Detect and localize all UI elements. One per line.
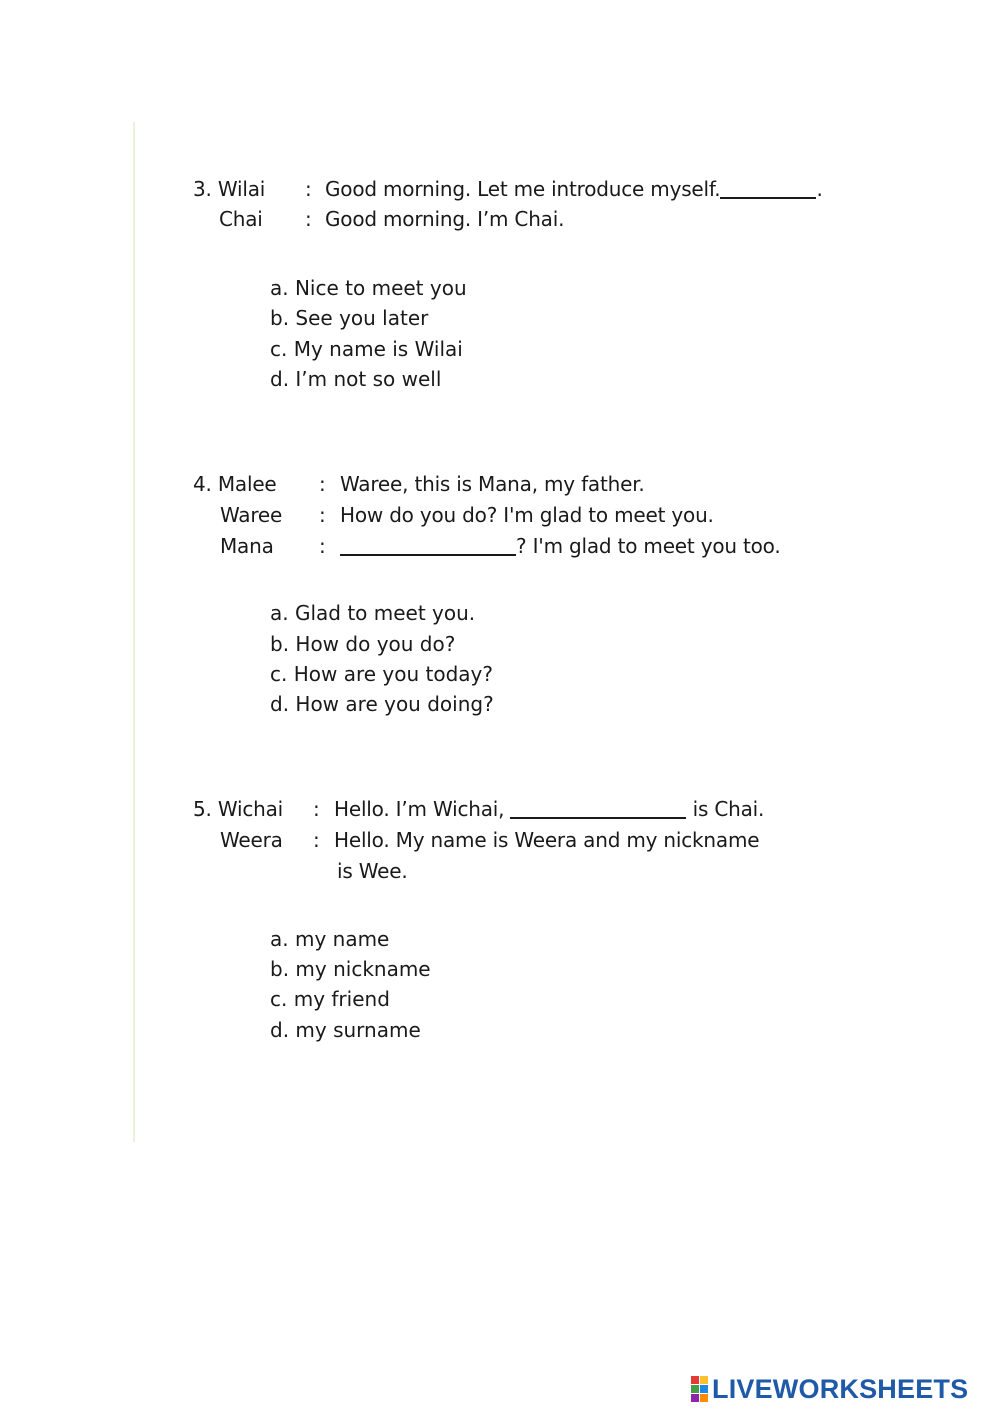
question-number: 5. bbox=[193, 797, 212, 821]
answer-blank[interactable] bbox=[340, 536, 516, 556]
dialogue-text: How do you do? I'm glad to meet you. bbox=[340, 503, 714, 527]
question-number: 3. bbox=[193, 177, 212, 201]
brand-name: LIVEWORKSHEETS bbox=[712, 1373, 969, 1404]
option-c[interactable]: c. How are you today? bbox=[270, 662, 493, 686]
dialogue-text-end: . bbox=[816, 177, 823, 201]
option-c[interactable]: c. my friend bbox=[270, 987, 390, 1011]
q4-line-3-text bbox=[340, 534, 781, 558]
colon: : bbox=[319, 472, 326, 496]
dialogue-continuation: is Wee. bbox=[337, 859, 408, 883]
dialogue-text: Hello. My name is Weera and my nickname bbox=[334, 828, 760, 852]
speaker: Malee bbox=[217, 472, 277, 496]
speaker: Chai bbox=[219, 207, 263, 231]
option-b[interactable]: b. my nickname bbox=[270, 957, 431, 981]
colon: : bbox=[319, 503, 326, 527]
speaker: Waree bbox=[220, 503, 283, 527]
answer-blank[interactable] bbox=[510, 799, 686, 819]
q3-line-1 bbox=[193, 177, 265, 201]
option-b[interactable]: b. See you later bbox=[270, 306, 429, 330]
option-d[interactable]: d. my surname bbox=[270, 1018, 421, 1042]
dialogue-text-end: is Chai. bbox=[692, 797, 765, 821]
option-d[interactable]: d. How are you doing? bbox=[270, 692, 494, 716]
colon: : bbox=[319, 534, 326, 558]
option-b[interactable]: b. How do you do? bbox=[270, 632, 456, 656]
speaker: Wichai bbox=[217, 797, 284, 821]
margin-line bbox=[133, 122, 135, 1142]
q3-line-1-text bbox=[325, 177, 823, 201]
option-a[interactable]: a. my name bbox=[270, 927, 390, 951]
liveworksheets-logo-icon bbox=[691, 1376, 708, 1402]
speaker: Weera bbox=[220, 828, 283, 852]
dialogue-text: Good morning. I’m Chai. bbox=[325, 207, 565, 231]
option-d[interactable]: d. I’m not so well bbox=[270, 367, 442, 391]
answer-blank[interactable] bbox=[720, 179, 816, 199]
liveworksheets-footer[interactable] bbox=[691, 1374, 991, 1404]
option-a[interactable]: a. Glad to meet you. bbox=[270, 601, 476, 625]
dialogue-text: ? I'm glad to meet you too. bbox=[516, 534, 781, 558]
option-a[interactable]: a. Nice to meet you bbox=[270, 276, 467, 300]
q5-line-1-text bbox=[334, 797, 764, 821]
dialogue-text: Waree, this is Mana, my father. bbox=[340, 472, 645, 496]
question-number: 4. bbox=[193, 472, 212, 496]
q4-line-1 bbox=[193, 472, 277, 496]
dialogue-text: Hello. I’m Wichai, bbox=[334, 797, 505, 821]
speaker: Mana bbox=[220, 534, 274, 558]
q5-line-1 bbox=[193, 797, 283, 821]
dialogue-text: Good morning. Let me introduce myself. bbox=[325, 177, 721, 201]
colon: : bbox=[313, 797, 320, 821]
q3-line-1-colon: : bbox=[305, 177, 312, 201]
option-c[interactable]: c. My name is Wilai bbox=[270, 337, 463, 361]
speaker: Wilai bbox=[217, 177, 266, 201]
colon: : bbox=[305, 207, 312, 231]
colon: : bbox=[313, 828, 320, 852]
